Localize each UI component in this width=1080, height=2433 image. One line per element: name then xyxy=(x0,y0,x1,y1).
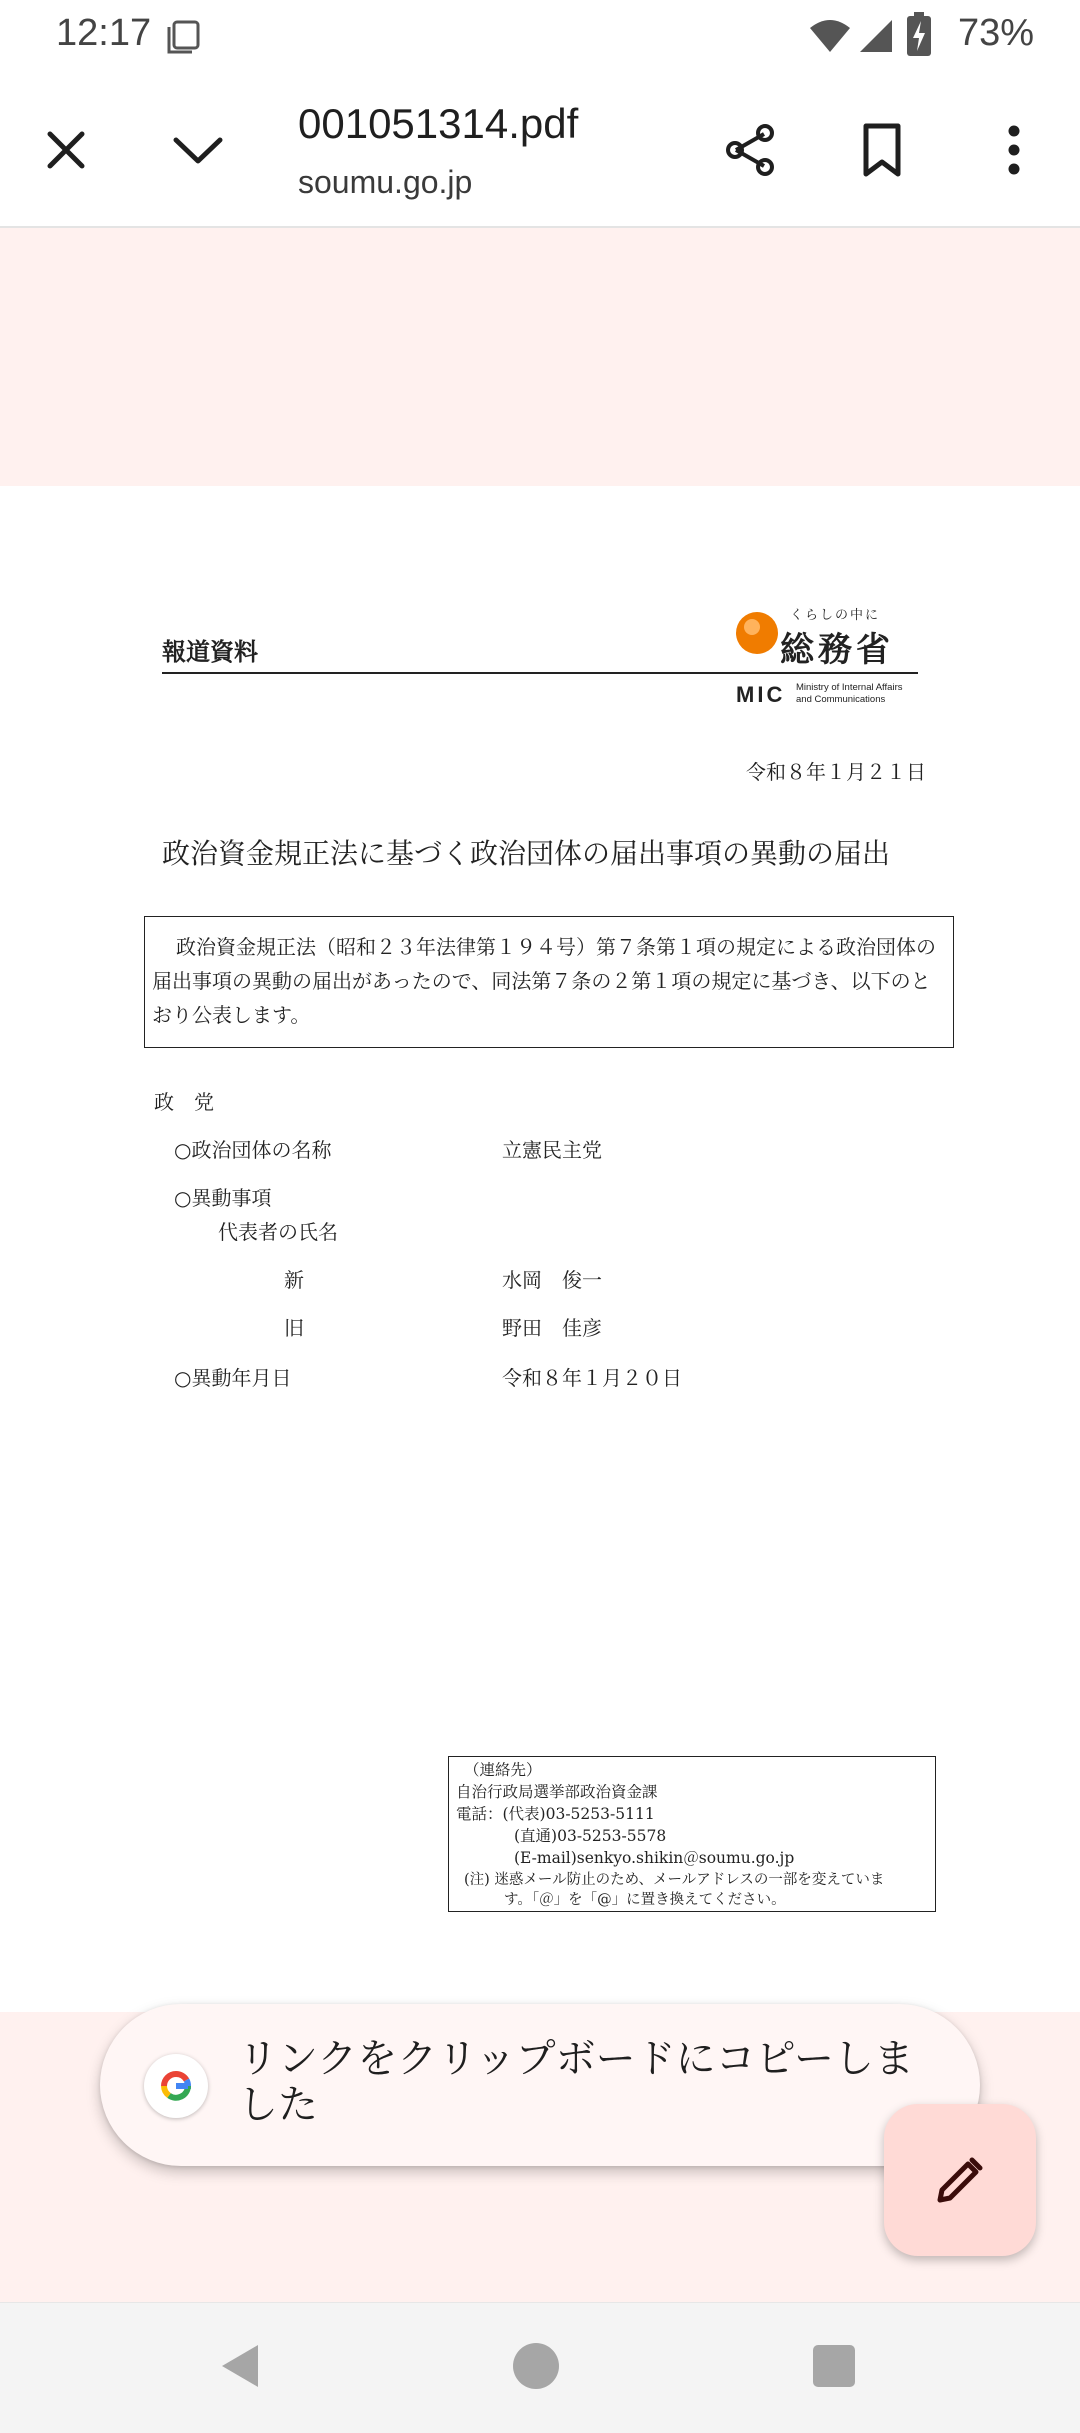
logo-tagline: くらしの中に xyxy=(790,608,881,623)
more-vert-icon xyxy=(1006,124,1022,176)
google-badge xyxy=(144,2054,208,2118)
share-icon xyxy=(722,122,778,178)
contact-department: 自治行政局選挙部政治資金課 xyxy=(456,1783,658,1801)
bookmark-button[interactable] xyxy=(834,102,930,198)
contact-phone-main: 電話：(代表)03-5253-5111 xyxy=(456,1805,655,1823)
change-date-value: 令和８年１月２０日 xyxy=(502,1366,682,1390)
recents-button[interactable] xyxy=(786,2318,882,2414)
collapse-button[interactable] xyxy=(150,102,246,198)
snackbar-message: リンクをクリップボードにコピーしました xyxy=(238,2036,914,2128)
share-button[interactable] xyxy=(702,102,798,198)
home-button[interactable] xyxy=(488,2318,584,2414)
wifi-icon xyxy=(808,16,852,56)
logo-ministry-name: 総務省 xyxy=(780,630,894,670)
old-representative: 野田 佳彦 xyxy=(502,1316,602,1340)
contact-note-line1: (注) 迷惑メール防止のため、メールアドレスの一部を変えていま xyxy=(464,1872,885,1888)
home-icon xyxy=(512,2342,560,2390)
contact-phone-direct: (直通)03-5253-5578 xyxy=(514,1827,667,1845)
notice-text: 政治資金規正法（昭和２３年法律第１９４号）第７条第１項の規定による政治団体の届出事項の異動の届出があったので、同法第７条の２第１項の規定に基づき、以下のとおり公表します。 xyxy=(152,935,936,1027)
file-title: 001051314.pdf xyxy=(298,100,579,147)
status-time: 12:17 xyxy=(56,12,152,54)
org-name-value: 立憲民主党 xyxy=(502,1138,602,1162)
press-release-label: 報道資料 xyxy=(162,639,258,666)
org-name-label: ○政治団体の名称 xyxy=(174,1138,332,1162)
google-icon xyxy=(153,2063,199,2109)
old-label: 旧 xyxy=(284,1316,304,1340)
battery-percentage: 73% xyxy=(958,12,1035,54)
viewer-margin-top xyxy=(0,228,1080,486)
change-date-label: ○異動年月日 xyxy=(174,1366,292,1390)
contact-heading: （連絡先） xyxy=(464,1761,542,1779)
section-heading: 政 党 xyxy=(154,1090,214,1114)
representative-label: 代表者の氏名 xyxy=(218,1220,338,1244)
document-date: 令和８年１月２１日 xyxy=(746,760,926,784)
chevron-down-icon xyxy=(172,134,224,166)
new-label: 新 xyxy=(284,1268,304,1292)
edit-fab[interactable] xyxy=(884,2104,1036,2256)
contact-note-line2: す。「＠」を「@」に置き換えてください。 xyxy=(504,1892,786,1908)
file-domain: soumu.go.jp xyxy=(298,164,473,200)
logo-english-line2: and Communications xyxy=(796,694,886,705)
close-icon xyxy=(44,128,88,172)
bookmark-icon xyxy=(860,122,904,178)
back-button[interactable] xyxy=(192,2318,288,2414)
back-icon xyxy=(218,2341,262,2391)
mic-logo-sun-icon xyxy=(734,610,780,656)
new-representative: 水岡 俊一 xyxy=(502,1268,602,1292)
document-title: 政治資金規正法に基づく政治団体の届出事項の異動の届出 xyxy=(162,837,891,870)
screenshot-icon xyxy=(164,16,204,56)
recents-icon xyxy=(812,2344,856,2388)
more-options-button[interactable] xyxy=(966,102,1062,198)
edit-pencil-icon xyxy=(932,2152,988,2208)
contact-email: (E-mail)senkyo.shikin＠soumu.go.jp xyxy=(514,1849,795,1867)
signal-icon xyxy=(856,16,896,56)
battery-charging-icon xyxy=(906,12,932,58)
logo-english-line1: Ministry of Internal Affairs xyxy=(796,682,903,693)
change-item-label: ○異動事項 xyxy=(174,1186,272,1210)
close-button[interactable] xyxy=(18,102,114,198)
logo-abbreviation: MIC xyxy=(736,682,786,707)
header-divider xyxy=(162,672,918,674)
